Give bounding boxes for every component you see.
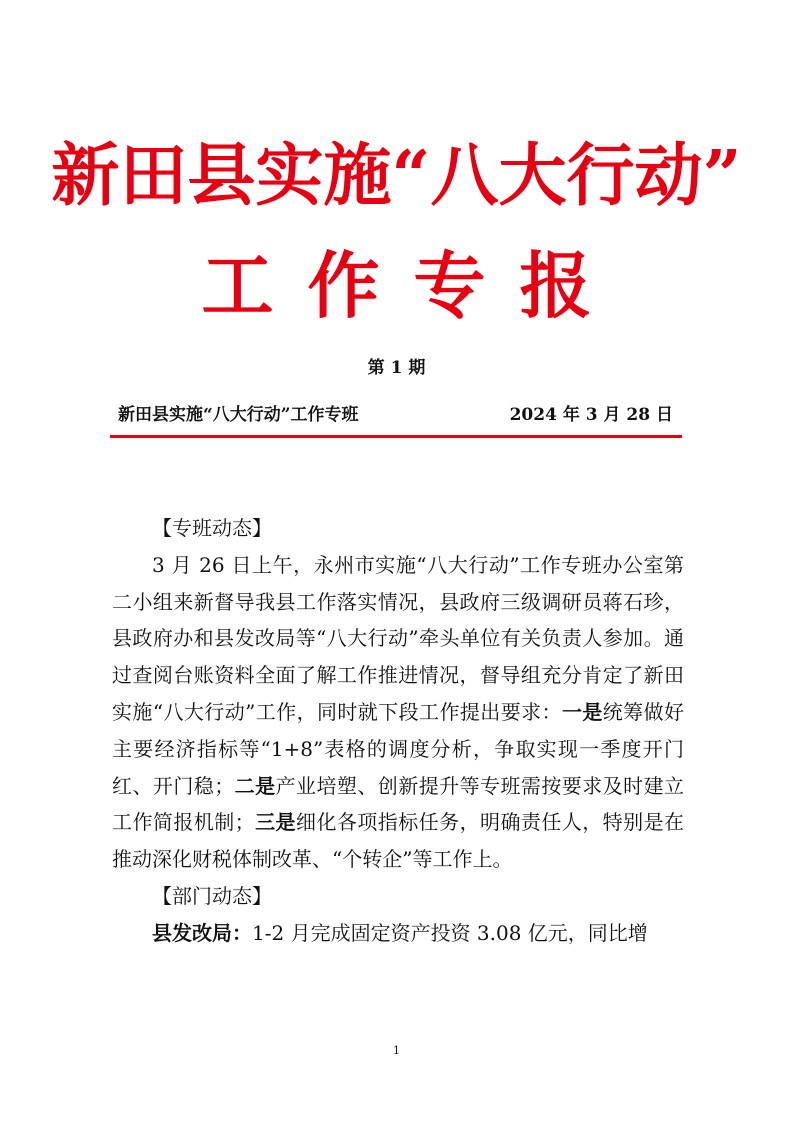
paragraph-text: 3 月 26 日上午，永州市实施“八大行动”工作专班办公室第二小组来新督导我县工作落实情况，县政府三级调研员蒋石珍，县政府办和县发改局等“八大行动”牵头单位有关负责人参加。通过查阅台账资料全面了解工作推进情况，督导组充分肯定了新田实施“八大行动”工作，同时就下段工作提出要求： (112, 552, 684, 724)
item-first: 统筹做好主要经济指标等“1+8”表格的调度分析，争取实现一季度开门红、开门稳； (112, 699, 685, 798)
paragraph-team-news (112, 547, 684, 878)
item-third: 细化各项指标任务，明确责任人，特别是在推动深化财税体制改革、“个转企”等工作上。 (112, 810, 685, 872)
section-heading-department: 【部门动态】 (152, 883, 272, 908)
header-divider (110, 435, 682, 438)
keyword-first: 一是 (561, 699, 603, 724)
item-second: 产业培塑、创新提升等专班需按要求及时建立工作简报机制； (112, 773, 685, 835)
publisher: 新田县实施“八大行动”工作专班 (118, 405, 359, 425)
report-title-line2: 工作专报 (201, 243, 626, 328)
page-number: 1 (393, 1044, 400, 1057)
paragraph-department-news (112, 915, 684, 952)
issue-number: 第 1 期 (367, 358, 426, 378)
department-text: 1-2 月完成固定资产投资 3.08 亿元，同比增 (252, 920, 648, 945)
publish-date: 2024 年 3 月 28 日 (509, 405, 673, 425)
keyword-second: 二是 (234, 773, 276, 798)
report-body (112, 510, 684, 952)
keyword-third: 三是 (254, 810, 297, 835)
section-heading-team: 【专班动态】 (152, 516, 272, 540)
report-title-line1: 新田县实施“八大行动” (51, 136, 742, 216)
department-label: 县发改局： (152, 920, 252, 945)
